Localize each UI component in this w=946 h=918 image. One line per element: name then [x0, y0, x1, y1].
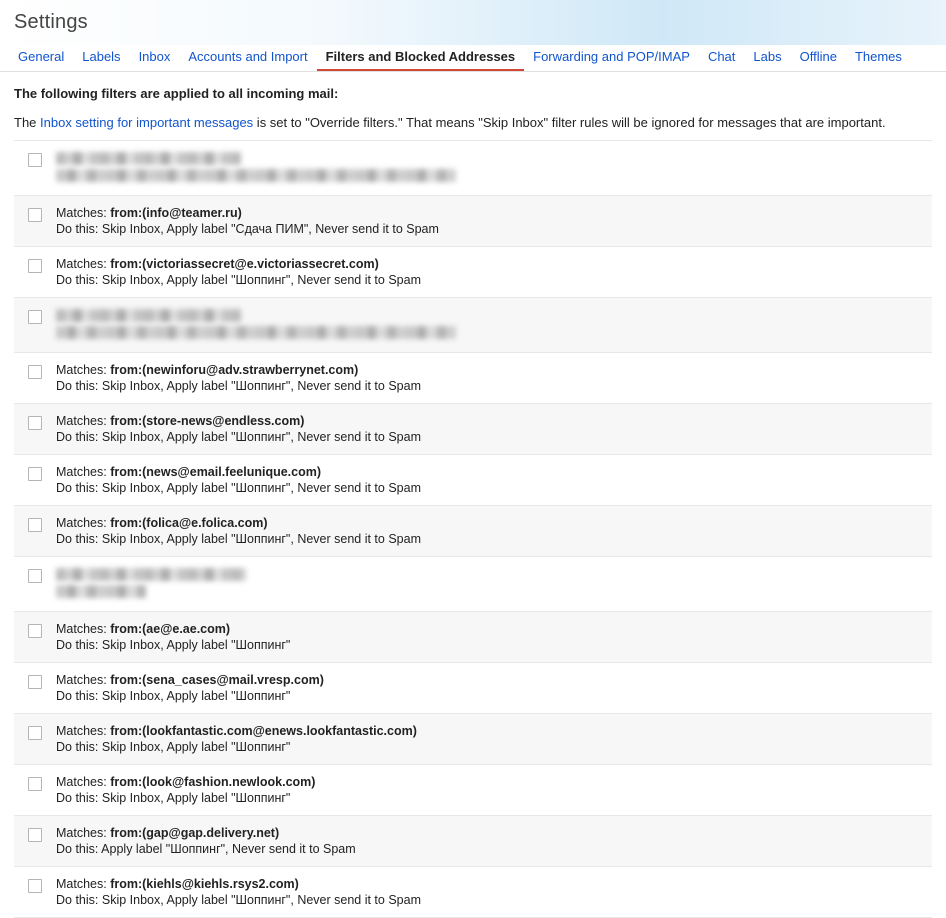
filter-checkbox-cell: [14, 567, 56, 583]
matches-label: Matches:: [56, 465, 111, 479]
tab-forwarding-and-pop-imap[interactable]: Forwarding and POP/IMAP: [533, 49, 690, 64]
filter-checkbox-cell: [14, 673, 56, 689]
filter-actions-line: [56, 430, 922, 445]
filter-criteria: from:(folica@e.folica.com): [110, 516, 268, 530]
filter-row: [14, 612, 932, 663]
filter-criteria: from:(gap@gap.delivery.net): [110, 826, 280, 840]
filter-actions: Apply label "Шоппинг", Never send it to Spam: [101, 842, 356, 856]
filter-select-checkbox[interactable]: [28, 879, 42, 893]
tab-themes[interactable]: Themes: [854, 49, 902, 64]
filter-checkbox-cell: [14, 826, 56, 842]
filter-row: [14, 765, 932, 816]
filter-actions-line: [56, 638, 922, 653]
filter-details: [56, 826, 932, 857]
dothis-label: Do this:: [56, 379, 102, 393]
matches-label: Matches:: [56, 206, 111, 220]
filter-matches-line: [56, 465, 922, 480]
filter-actions-line: [56, 273, 922, 288]
filter-details: [56, 465, 932, 496]
filter-actions: Skip Inbox, Apply label "Шоппинг", Never send it to Spam: [101, 532, 421, 546]
filter-criteria: from:(lookfantastic.com@enews.lookfantastic.com): [110, 724, 417, 738]
filter-checkbox-cell: [14, 775, 56, 791]
dothis-label: Do this:: [56, 740, 102, 754]
filter-row: [14, 404, 932, 455]
tab-chat[interactable]: Chat: [707, 49, 736, 64]
filter-row: [14, 867, 932, 918]
tab-filters-and-blocked-addresses[interactable]: Filters and Blocked Addresses: [317, 49, 525, 71]
filter-row: [14, 714, 932, 765]
tab-offline[interactable]: Offline: [799, 49, 837, 64]
filter-details: [56, 257, 932, 288]
page-title: Settings: [14, 11, 88, 33]
filter-select-checkbox[interactable]: [28, 726, 42, 740]
filter-matches-line: [56, 826, 922, 841]
filter-details: [56, 414, 932, 445]
filter-row: [14, 455, 932, 506]
tab-general[interactable]: General: [18, 49, 65, 64]
filter-matches-line: [56, 206, 922, 221]
filter-select-checkbox[interactable]: [28, 828, 42, 842]
filter-checkbox-cell: [14, 622, 56, 638]
dothis-label: Do this:: [56, 430, 102, 444]
dothis-label: Do this:: [56, 689, 102, 703]
filter-criteria: from:(newinforu@adv.strawberrynet.com): [110, 363, 359, 377]
dothis-label: Do this:: [56, 893, 102, 907]
filter-details: [56, 308, 932, 343]
filter-row: [14, 506, 932, 557]
filter-details: [56, 673, 932, 704]
filter-row: [14, 141, 932, 196]
dothis-label: Do this:: [56, 273, 102, 287]
filter-matches-line: [56, 414, 922, 429]
tab-inbox[interactable]: Inbox: [138, 49, 171, 64]
dothis-label: Do this:: [56, 532, 102, 546]
filter-checkbox-cell: [14, 724, 56, 740]
filter-criteria: from:(sena_cases@mail.vresp.com): [110, 673, 324, 687]
filter-checkbox-cell: [14, 516, 56, 532]
matches-label: Matches:: [56, 363, 111, 377]
filter-row: [14, 298, 932, 353]
filter-criteria: from:(kiehls@kiehls.rsys2.com): [110, 877, 299, 891]
settings-tabbar: [0, 45, 946, 72]
redacted-filter-criteria: [56, 152, 241, 165]
redacted-filter-criteria: [56, 568, 246, 581]
filter-select-checkbox[interactable]: [28, 153, 42, 167]
filter-select-checkbox[interactable]: [28, 259, 42, 273]
filter-row: [14, 557, 932, 612]
filter-actions: Skip Inbox, Apply label "Шоппинг", Never send it to Spam: [101, 273, 421, 287]
filter-details: [56, 622, 932, 653]
filter-matches-line: [56, 622, 922, 637]
override-filters-note: [14, 115, 932, 130]
filter-actions-line: [56, 481, 922, 496]
matches-label: Matches:: [56, 516, 111, 530]
filter-select-checkbox[interactable]: [28, 777, 42, 791]
settings-header: [0, 0, 946, 45]
matches-label: Matches:: [56, 257, 111, 271]
filter-matches-line: [56, 363, 922, 378]
matches-label: Matches:: [56, 414, 111, 428]
filter-criteria: from:(ae@e.ae.com): [110, 622, 231, 636]
filter-actions-line: [56, 893, 922, 908]
filter-actions: Skip Inbox, Apply label "Шоппинг": [101, 689, 291, 703]
matches-label: Matches:: [56, 775, 111, 789]
filter-actions-line: [56, 842, 922, 857]
filter-criteria: from:(store-news@endless.com): [110, 414, 305, 428]
filter-matches-line: [56, 775, 922, 790]
filter-criteria: from:(news@email.feelunique.com): [110, 465, 322, 479]
filter-row: [14, 663, 932, 714]
filter-checkbox-cell: [14, 414, 56, 430]
dothis-label: Do this:: [56, 481, 102, 495]
filter-row: [14, 353, 932, 404]
filter-actions-line: [56, 791, 922, 806]
filter-details: [56, 724, 932, 755]
filter-actions-line: [56, 689, 922, 704]
filter-details: [56, 206, 932, 237]
filter-matches-line: [56, 257, 922, 272]
filter-actions-line: [56, 740, 922, 755]
filter-actions: Skip Inbox, Apply label "Шоппинг", Never send it to Spam: [101, 430, 421, 444]
filter-actions-line: [56, 532, 922, 547]
dothis-label: Do this:: [56, 842, 102, 856]
filter-list: [14, 140, 932, 918]
filter-select-checkbox[interactable]: [28, 624, 42, 638]
filter-row: [14, 816, 932, 867]
filter-matches-line: [56, 516, 922, 531]
filter-details: [56, 775, 932, 806]
filter-checkbox-cell: [14, 877, 56, 893]
filter-row: [14, 196, 932, 247]
filter-details: [56, 363, 932, 394]
matches-label: Matches:: [56, 826, 111, 840]
filters-section-heading: The following filters are applied to all incoming mail:: [14, 86, 339, 101]
filter-select-checkbox[interactable]: [28, 569, 42, 583]
filter-matches-line: [56, 673, 922, 688]
dothis-label: Do this:: [56, 222, 102, 236]
filter-actions: Skip Inbox, Apply label "Сдача ПИМ", Never send it to Spam: [101, 222, 439, 236]
filter-checkbox-cell: [14, 465, 56, 481]
redacted-filter-actions: [56, 585, 146, 598]
filter-matches-line: [56, 877, 922, 892]
filter-select-checkbox[interactable]: [28, 310, 42, 324]
filter-checkbox-cell: [14, 363, 56, 379]
filter-select-checkbox[interactable]: [28, 416, 42, 430]
settings-content: [0, 72, 946, 918]
filter-matches-line: [56, 724, 922, 739]
filter-actions-line: [56, 379, 922, 394]
filter-checkbox-cell: [14, 308, 56, 324]
filter-actions: Skip Inbox, Apply label "Шоппинг", Never send it to Spam: [101, 379, 421, 393]
dothis-label: Do this:: [56, 638, 102, 652]
filter-checkbox-cell: [14, 206, 56, 222]
redacted-filter-actions: [56, 326, 456, 339]
matches-label: Matches:: [56, 877, 111, 891]
filter-select-checkbox[interactable]: [28, 365, 42, 379]
filter-select-checkbox[interactable]: [28, 675, 42, 689]
filter-actions: Skip Inbox, Apply label "Шоппинг", Never send it to Spam: [101, 893, 421, 907]
filter-details: [56, 567, 932, 602]
tab-accounts-and-import[interactable]: Accounts and Import: [188, 49, 308, 64]
filter-details: [56, 516, 932, 547]
filter-actions: Skip Inbox, Apply label "Шоппинг": [101, 791, 291, 805]
filter-details: [56, 877, 932, 908]
filter-select-checkbox[interactable]: [28, 467, 42, 481]
tab-labs[interactable]: Labs: [753, 49, 782, 64]
matches-label: Matches:: [56, 673, 111, 687]
tab-labels[interactable]: Labels: [82, 49, 121, 64]
filter-criteria: from:(info@teamer.ru): [110, 206, 242, 220]
filter-checkbox-cell: [14, 257, 56, 273]
matches-label: Matches:: [56, 724, 111, 738]
filter-actions-line: [56, 222, 922, 237]
filter-row: [14, 247, 932, 298]
filter-actions: Skip Inbox, Apply label "Шоппинг", Never send it to Spam: [101, 481, 421, 495]
redacted-filter-actions: [56, 169, 456, 182]
filter-criteria: from:(victoriassecret@e.victoriassecret.com): [110, 257, 379, 271]
redacted-filter-criteria: [56, 309, 241, 322]
filter-actions: Skip Inbox, Apply label "Шоппинг": [101, 740, 291, 754]
dothis-label: Do this:: [56, 791, 102, 805]
filter-details: [56, 151, 932, 186]
filter-select-checkbox[interactable]: [28, 518, 42, 532]
note-prefix: The: [14, 115, 41, 130]
filter-checkbox-cell: [14, 151, 56, 167]
inbox-important-settings-link[interactable]: Inbox setting for important messages: [40, 115, 254, 130]
filter-actions: Skip Inbox, Apply label "Шоппинг": [101, 638, 291, 652]
matches-label: Matches:: [56, 622, 111, 636]
filter-criteria: from:(look@fashion.newlook.com): [110, 775, 316, 789]
filter-select-checkbox[interactable]: [28, 208, 42, 222]
note-suffix: is set to "Override filters." That means "Skip Inbox" filter rules will be ignored for messages that are important.: [253, 115, 886, 130]
